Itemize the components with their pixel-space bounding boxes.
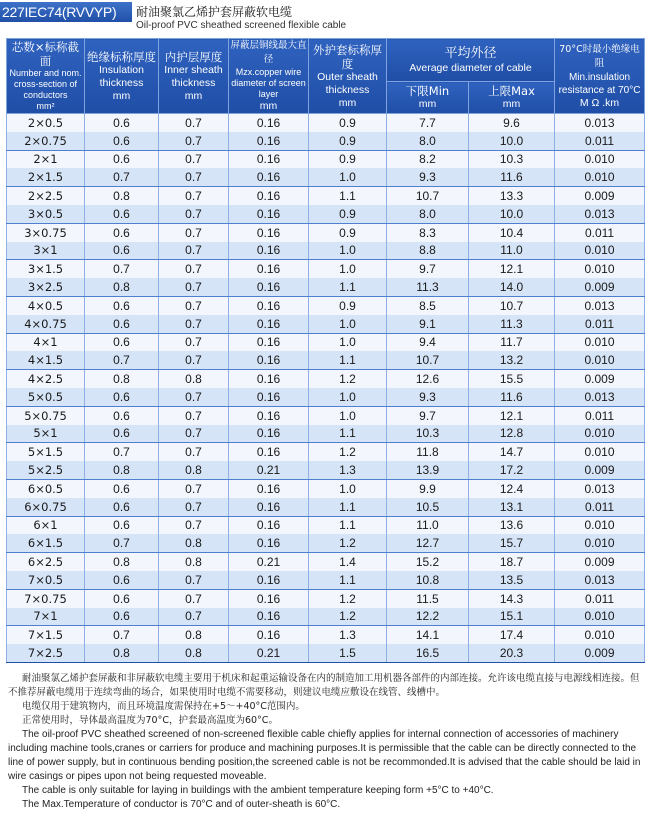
cell-inner-sheath: 0.7 (159, 443, 229, 461)
table-row (7, 150, 645, 168)
col-header-outer-sheath: 外护套标称厚度 Outer sheath thickness mm (309, 39, 387, 114)
cell-lower-min: 11.5 (387, 589, 469, 607)
title-english: Oil-proof PVC sheathed screened flexible cable (136, 20, 347, 31)
cell-screen: 0.16 (229, 479, 309, 497)
cell-screen: 0.16 (229, 278, 309, 296)
cell-upper-max: 12.4 (469, 479, 555, 497)
cell-resistance: 0.011 (555, 498, 645, 516)
cell-insulation: 0.7 (85, 534, 159, 552)
cell-upper-max: 14.7 (469, 443, 555, 461)
cell-screen: 0.16 (229, 114, 309, 132)
cell-cores: 7×0.75 (7, 589, 85, 607)
cell-outer-sheath: 1.0 (309, 388, 387, 406)
cell-resistance: 0.010 (555, 425, 645, 443)
spec-table (6, 38, 645, 663)
cell-upper-max: 10.7 (469, 296, 555, 314)
cell-lower-min: 8.2 (387, 150, 469, 168)
cell-insulation: 0.8 (85, 370, 159, 388)
cell-lower-min: 8.5 (387, 296, 469, 314)
cell-outer-sheath: 0.9 (309, 205, 387, 223)
cell-resistance: 0.013 (555, 205, 645, 223)
cell-lower-min: 13.9 (387, 461, 469, 479)
cell-outer-sheath: 1.3 (309, 626, 387, 644)
cell-lower-min: 15.2 (387, 553, 469, 571)
cell-cores: 2×0.75 (7, 132, 85, 150)
cell-screen: 0.16 (229, 296, 309, 314)
cell-insulation: 0.6 (85, 315, 159, 333)
cell-lower-min: 10.5 (387, 498, 469, 516)
cell-upper-max: 15.5 (469, 370, 555, 388)
col-header-resistance: 70°C时最小绝缘电阻 Min.insulation resistance at 70°C M Ω .km (555, 39, 645, 114)
cell-upper-max: 13.6 (469, 516, 555, 534)
cell-inner-sheath: 0.7 (159, 388, 229, 406)
cell-insulation: 0.6 (85, 296, 159, 314)
cell-lower-min: 12.7 (387, 534, 469, 552)
cell-resistance: 0.010 (555, 260, 645, 278)
cell-cores: 2×1 (7, 150, 85, 168)
cell-lower-min: 9.7 (387, 406, 469, 424)
cell-insulation: 0.8 (85, 278, 159, 296)
cell-screen: 0.16 (229, 388, 309, 406)
table-row (7, 553, 645, 571)
cell-outer-sheath: 1.1 (309, 278, 387, 296)
cell-lower-min: 10.7 (387, 187, 469, 205)
table-row (7, 425, 645, 443)
cell-outer-sheath: 1.0 (309, 406, 387, 424)
cell-inner-sheath: 0.7 (159, 187, 229, 205)
notes-section (8, 672, 644, 812)
spec-table-container (6, 38, 644, 663)
cell-lower-min: 10.7 (387, 351, 469, 369)
cell-insulation: 0.6 (85, 132, 159, 150)
cell-outer-sheath: 1.0 (309, 479, 387, 497)
cell-lower-min: 9.1 (387, 315, 469, 333)
cell-resistance: 0.013 (555, 479, 645, 497)
cell-resistance: 0.009 (555, 644, 645, 662)
cell-insulation: 0.6 (85, 571, 159, 589)
cell-cores: 4×2.5 (7, 370, 85, 388)
cell-cores: 5×2.5 (7, 461, 85, 479)
cell-inner-sheath: 0.7 (159, 223, 229, 241)
cell-lower-min: 8.0 (387, 205, 469, 223)
cell-screen: 0.16 (229, 150, 309, 168)
cell-resistance: 0.010 (555, 516, 645, 534)
cell-upper-max: 17.4 (469, 626, 555, 644)
cell-resistance: 0.010 (555, 443, 645, 461)
cell-cores: 4×0.75 (7, 315, 85, 333)
cell-outer-sheath: 1.2 (309, 608, 387, 626)
model-code-badge: 227IEC74(RVVYP) (0, 2, 132, 22)
cell-screen: 0.16 (229, 589, 309, 607)
cell-insulation: 0.8 (85, 187, 159, 205)
cell-screen: 0.16 (229, 626, 309, 644)
cell-insulation: 0.6 (85, 114, 159, 132)
table-row (7, 278, 645, 296)
cell-outer-sheath: 1.0 (309, 333, 387, 351)
cell-lower-min: 11.8 (387, 443, 469, 461)
cell-lower-min: 9.3 (387, 388, 469, 406)
cell-cores: 3×0.75 (7, 223, 85, 241)
cell-resistance: 0.011 (555, 589, 645, 607)
cell-outer-sheath: 1.1 (309, 498, 387, 516)
cell-resistance: 0.009 (555, 461, 645, 479)
col-header-screen: 屏蔽层铜线最大直径 Mzx.copper wire diameter of screen layer mm (230, 40, 307, 112)
cell-upper-max: 11.3 (469, 315, 555, 333)
cell-cores: 6×2.5 (7, 553, 85, 571)
cell-insulation: 0.6 (85, 333, 159, 351)
cell-insulation: 0.6 (85, 608, 159, 626)
cell-inner-sheath: 0.7 (159, 260, 229, 278)
cell-resistance: 0.013 (555, 388, 645, 406)
note-en-environment: The cable is only suitable for laying in buildings with the ambient temperature keeping form +5°C to +40°C. (22, 785, 494, 796)
table-row (7, 516, 645, 534)
cell-outer-sheath: 1.0 (309, 168, 387, 186)
cell-insulation: 0.7 (85, 626, 159, 644)
cell-insulation: 0.6 (85, 516, 159, 534)
cell-insulation: 0.7 (85, 260, 159, 278)
cell-inner-sheath: 0.7 (159, 242, 229, 260)
cell-upper-max: 11.6 (469, 388, 555, 406)
cell-lower-min: 10.8 (387, 571, 469, 589)
cell-inner-sheath: 0.7 (159, 479, 229, 497)
cell-cores: 5×0.75 (7, 406, 85, 424)
cell-cores: 7×0.5 (7, 571, 85, 589)
cell-cores: 6×1.5 (7, 534, 85, 552)
table-body (7, 114, 645, 663)
col-header-avg-diameter: 平均外径 Average diameter of cable (387, 39, 555, 82)
table-row (7, 370, 645, 388)
table-row (7, 114, 645, 132)
cell-screen: 0.16 (229, 333, 309, 351)
table-row (7, 406, 645, 424)
col-header-lower-min: 下限Min mm (387, 82, 469, 114)
cell-inner-sheath: 0.7 (159, 406, 229, 424)
cell-outer-sheath: 1.2 (309, 589, 387, 607)
cell-lower-min: 11.0 (387, 516, 469, 534)
table-row (7, 608, 645, 626)
cell-lower-min: 12.2 (387, 608, 469, 626)
cell-inner-sheath: 0.7 (159, 608, 229, 626)
cell-insulation: 0.6 (85, 205, 159, 223)
cell-cores: 5×0.5 (7, 388, 85, 406)
table-row (7, 498, 645, 516)
cell-screen: 0.21 (229, 553, 309, 571)
cell-resistance: 0.013 (555, 296, 645, 314)
cell-resistance: 0.010 (555, 351, 645, 369)
cell-inner-sheath: 0.7 (159, 425, 229, 443)
cell-resistance: 0.009 (555, 187, 645, 205)
cell-inner-sheath: 0.7 (159, 333, 229, 351)
cell-screen: 0.16 (229, 370, 309, 388)
cell-upper-max: 10.0 (469, 205, 555, 223)
cell-insulation: 0.8 (85, 553, 159, 571)
table-row (7, 351, 645, 369)
cell-cores: 3×1 (7, 242, 85, 260)
cell-lower-min: 9.4 (387, 333, 469, 351)
cell-outer-sheath: 1.3 (309, 461, 387, 479)
table-row (7, 132, 645, 150)
cell-insulation: 0.6 (85, 223, 159, 241)
cell-outer-sheath: 0.9 (309, 223, 387, 241)
cell-insulation: 0.6 (85, 425, 159, 443)
cell-upper-max: 13.2 (469, 351, 555, 369)
cell-outer-sheath: 1.5 (309, 644, 387, 662)
cell-resistance: 0.010 (555, 608, 645, 626)
cell-outer-sheath: 1.0 (309, 242, 387, 260)
cell-screen: 0.16 (229, 223, 309, 241)
cell-inner-sheath: 0.7 (159, 278, 229, 296)
table-row (7, 187, 645, 205)
cell-screen: 0.16 (229, 443, 309, 461)
cell-inner-sheath: 0.7 (159, 150, 229, 168)
cell-resistance: 0.009 (555, 370, 645, 388)
cell-outer-sheath: 1.1 (309, 351, 387, 369)
note-cn-usage: 耐油聚氯乙烯护套屏蔽和非屏蔽软电缆主要用于机床和起重运输设备在内的制造加工用机器各部件的内部连接。允许该电缆直接与电源线相连接。但不推荐屏蔽电缆用于连续弯曲的场合，如果使用时电缆不需要移动，则建议电缆应敷设在线管、线槽中。 (8, 673, 640, 698)
note-cn-temperature: 正常使用时，导体最高温度为70°C，护套最高温度为60°C。 (22, 715, 278, 726)
cell-inner-sheath: 0.8 (159, 534, 229, 552)
cell-inner-sheath: 0.7 (159, 516, 229, 534)
cell-outer-sheath: 0.9 (309, 150, 387, 168)
cell-resistance: 0.010 (555, 150, 645, 168)
cell-lower-min: 16.5 (387, 644, 469, 662)
cell-screen: 0.16 (229, 205, 309, 223)
page-header (0, 0, 650, 38)
cell-outer-sheath: 1.4 (309, 553, 387, 571)
cell-cores: 6×0.5 (7, 479, 85, 497)
cell-cores: 3×0.5 (7, 205, 85, 223)
table-row (7, 571, 645, 589)
cell-screen: 0.16 (229, 168, 309, 186)
table-row (7, 242, 645, 260)
cell-lower-min: 14.1 (387, 626, 469, 644)
table-header (7, 39, 645, 114)
cell-insulation: 0.6 (85, 589, 159, 607)
cell-insulation: 0.8 (85, 461, 159, 479)
cell-inner-sheath: 0.8 (159, 461, 229, 479)
cell-inner-sheath: 0.7 (159, 114, 229, 132)
cell-outer-sheath: 1.2 (309, 443, 387, 461)
cell-resistance: 0.009 (555, 278, 645, 296)
cell-resistance: 0.013 (555, 114, 645, 132)
cell-screen: 0.16 (229, 571, 309, 589)
cell-upper-max: 13.5 (469, 571, 555, 589)
cell-outer-sheath: 0.9 (309, 114, 387, 132)
col-header-cores: 芯数×标称截面 Number and nom. cross-section of conductors mm² (7, 39, 85, 114)
cell-cores: 6×0.75 (7, 498, 85, 516)
table-row (7, 315, 645, 333)
cell-insulation: 0.6 (85, 388, 159, 406)
cell-outer-sheath: 0.9 (309, 296, 387, 314)
cell-resistance: 0.010 (555, 626, 645, 644)
cell-lower-min: 9.3 (387, 168, 469, 186)
cell-lower-min: 8.3 (387, 223, 469, 241)
cell-cores: 6×1 (7, 516, 85, 534)
table-row (7, 388, 645, 406)
table-row (7, 168, 645, 186)
cell-inner-sheath: 0.8 (159, 626, 229, 644)
cell-insulation: 0.6 (85, 498, 159, 516)
table-row (7, 479, 645, 497)
cell-insulation: 0.7 (85, 443, 159, 461)
table-row (7, 443, 645, 461)
cell-screen: 0.16 (229, 406, 309, 424)
cell-cores: 4×0.5 (7, 296, 85, 314)
cell-inner-sheath: 0.7 (159, 589, 229, 607)
cell-screen: 0.16 (229, 425, 309, 443)
cell-outer-sheath: 1.2 (309, 370, 387, 388)
cell-inner-sheath: 0.7 (159, 168, 229, 186)
cell-cores: 5×1 (7, 425, 85, 443)
table-row (7, 333, 645, 351)
cell-insulation: 0.7 (85, 168, 159, 186)
cell-lower-min: 7.7 (387, 114, 469, 132)
cell-upper-max: 10.0 (469, 132, 555, 150)
cell-inner-sheath: 0.7 (159, 205, 229, 223)
cell-lower-min: 12.6 (387, 370, 469, 388)
note-en-temperature: The Max.Temperature of conductor is 70°C and of outer-sheath is 60°C. (22, 799, 341, 810)
cell-screen: 0.16 (229, 132, 309, 150)
cell-upper-max: 11.7 (469, 333, 555, 351)
cell-screen: 0.16 (229, 242, 309, 260)
cell-insulation: 0.8 (85, 644, 159, 662)
cell-lower-min: 11.3 (387, 278, 469, 296)
cell-upper-max: 13.3 (469, 187, 555, 205)
cell-cores: 5×1.5 (7, 443, 85, 461)
cell-cores: 4×1 (7, 333, 85, 351)
col-header-insulation: 绝缘标称厚度 Insulation thickness mm (85, 39, 159, 114)
cell-upper-max: 11.6 (469, 168, 555, 186)
cell-inner-sheath: 0.7 (159, 498, 229, 516)
cell-upper-max: 10.3 (469, 150, 555, 168)
cell-outer-sheath: 1.1 (309, 571, 387, 589)
cell-resistance: 0.011 (555, 132, 645, 150)
cell-resistance: 0.011 (555, 223, 645, 241)
cell-upper-max: 17.2 (469, 461, 555, 479)
cell-resistance: 0.013 (555, 571, 645, 589)
cell-upper-max: 13.1 (469, 498, 555, 516)
cell-upper-max: 20.3 (469, 644, 555, 662)
table-row (7, 461, 645, 479)
table-row (7, 296, 645, 314)
cell-inner-sheath: 0.8 (159, 370, 229, 388)
cell-screen: 0.21 (229, 644, 309, 662)
cell-upper-max: 12.1 (469, 406, 555, 424)
cell-screen: 0.16 (229, 516, 309, 534)
title-chinese: 耐油聚氯乙烯护套屏蔽软电缆 (136, 5, 293, 19)
cell-outer-sheath: 1.2 (309, 534, 387, 552)
cell-upper-max: 10.4 (469, 223, 555, 241)
cell-screen: 0.16 (229, 315, 309, 333)
cell-upper-max: 14.3 (469, 589, 555, 607)
cell-resistance: 0.010 (555, 168, 645, 186)
cell-cores: 3×2.5 (7, 278, 85, 296)
cell-lower-min: 8.0 (387, 132, 469, 150)
cell-inner-sheath: 0.7 (159, 351, 229, 369)
cell-lower-min: 9.7 (387, 260, 469, 278)
cell-cores: 4×1.5 (7, 351, 85, 369)
cell-insulation: 0.6 (85, 242, 159, 260)
cell-cores: 7×1 (7, 608, 85, 626)
cell-screen: 0.16 (229, 187, 309, 205)
cell-inner-sheath: 0.8 (159, 644, 229, 662)
cell-screen: 0.21 (229, 461, 309, 479)
col-header-upper-max: 上限Max mm (469, 82, 555, 114)
cell-resistance: 0.010 (555, 534, 645, 552)
cell-inner-sheath: 0.7 (159, 315, 229, 333)
cell-screen: 0.16 (229, 534, 309, 552)
cell-upper-max: 18.7 (469, 553, 555, 571)
cell-insulation: 0.7 (85, 351, 159, 369)
cell-upper-max: 9.6 (469, 114, 555, 132)
cell-insulation: 0.6 (85, 406, 159, 424)
table-row (7, 644, 645, 662)
cell-lower-min: 8.8 (387, 242, 469, 260)
cell-upper-max: 12.1 (469, 260, 555, 278)
cell-outer-sheath: 1.0 (309, 260, 387, 278)
table-row (7, 205, 645, 223)
table-row (7, 589, 645, 607)
table-row (7, 626, 645, 644)
cell-cores: 3×1.5 (7, 260, 85, 278)
cell-resistance: 0.010 (555, 333, 645, 351)
cell-screen: 0.16 (229, 608, 309, 626)
table-row (7, 534, 645, 552)
col-header-inner-sheath: 内护层厚度 Inner sheath thickness mm (159, 39, 229, 114)
cell-screen: 0.16 (229, 498, 309, 516)
cell-insulation: 0.6 (85, 479, 159, 497)
cell-upper-max: 11.0 (469, 242, 555, 260)
cell-outer-sheath: 1.0 (309, 315, 387, 333)
cell-lower-min: 10.3 (387, 425, 469, 443)
table-row (7, 223, 645, 241)
cell-outer-sheath: 0.9 (309, 132, 387, 150)
cell-screen: 0.16 (229, 260, 309, 278)
note-en-usage: The oil-proof PVC sheathed screened of non-screened flexible cable chiefly applies for internal connection of accessories of machinery including machine tools,cranes or carriers for produce and machining purposes.It is permissible that the cable can be directly connected to the line of power supply, but in continuous bending position,the screened cable is not be recommonded.It is advised that the cable should be laid in wire casings or pipes upon not being requested moveable. (8, 729, 641, 782)
cell-resistance: 0.009 (555, 553, 645, 571)
cell-upper-max: 12.8 (469, 425, 555, 443)
cell-resistance: 0.011 (555, 406, 645, 424)
cell-screen: 0.16 (229, 351, 309, 369)
cell-lower-min: 9.9 (387, 479, 469, 497)
cell-outer-sheath: 1.1 (309, 516, 387, 534)
table-row (7, 260, 645, 278)
cell-resistance: 0.011 (555, 315, 645, 333)
note-cn-environment: 电缆仅用于建筑物内，而且环境温度需保持在+5～+40°C范围内。 (22, 701, 305, 712)
cell-cores: 7×1.5 (7, 626, 85, 644)
cell-inner-sheath: 0.8 (159, 553, 229, 571)
cell-cores: 2×2.5 (7, 187, 85, 205)
cell-inner-sheath: 0.7 (159, 296, 229, 314)
cell-inner-sheath: 0.7 (159, 132, 229, 150)
cell-resistance: 0.010 (555, 242, 645, 260)
cell-cores: 2×1.5 (7, 168, 85, 186)
cell-upper-max: 15.1 (469, 608, 555, 626)
cell-outer-sheath: 1.1 (309, 187, 387, 205)
cell-insulation: 0.6 (85, 150, 159, 168)
cell-cores: 7×2.5 (7, 644, 85, 662)
cell-upper-max: 15.7 (469, 534, 555, 552)
cell-outer-sheath: 1.1 (309, 425, 387, 443)
cell-cores: 2×0.5 (7, 114, 85, 132)
cell-upper-max: 14.0 (469, 278, 555, 296)
cell-inner-sheath: 0.7 (159, 571, 229, 589)
